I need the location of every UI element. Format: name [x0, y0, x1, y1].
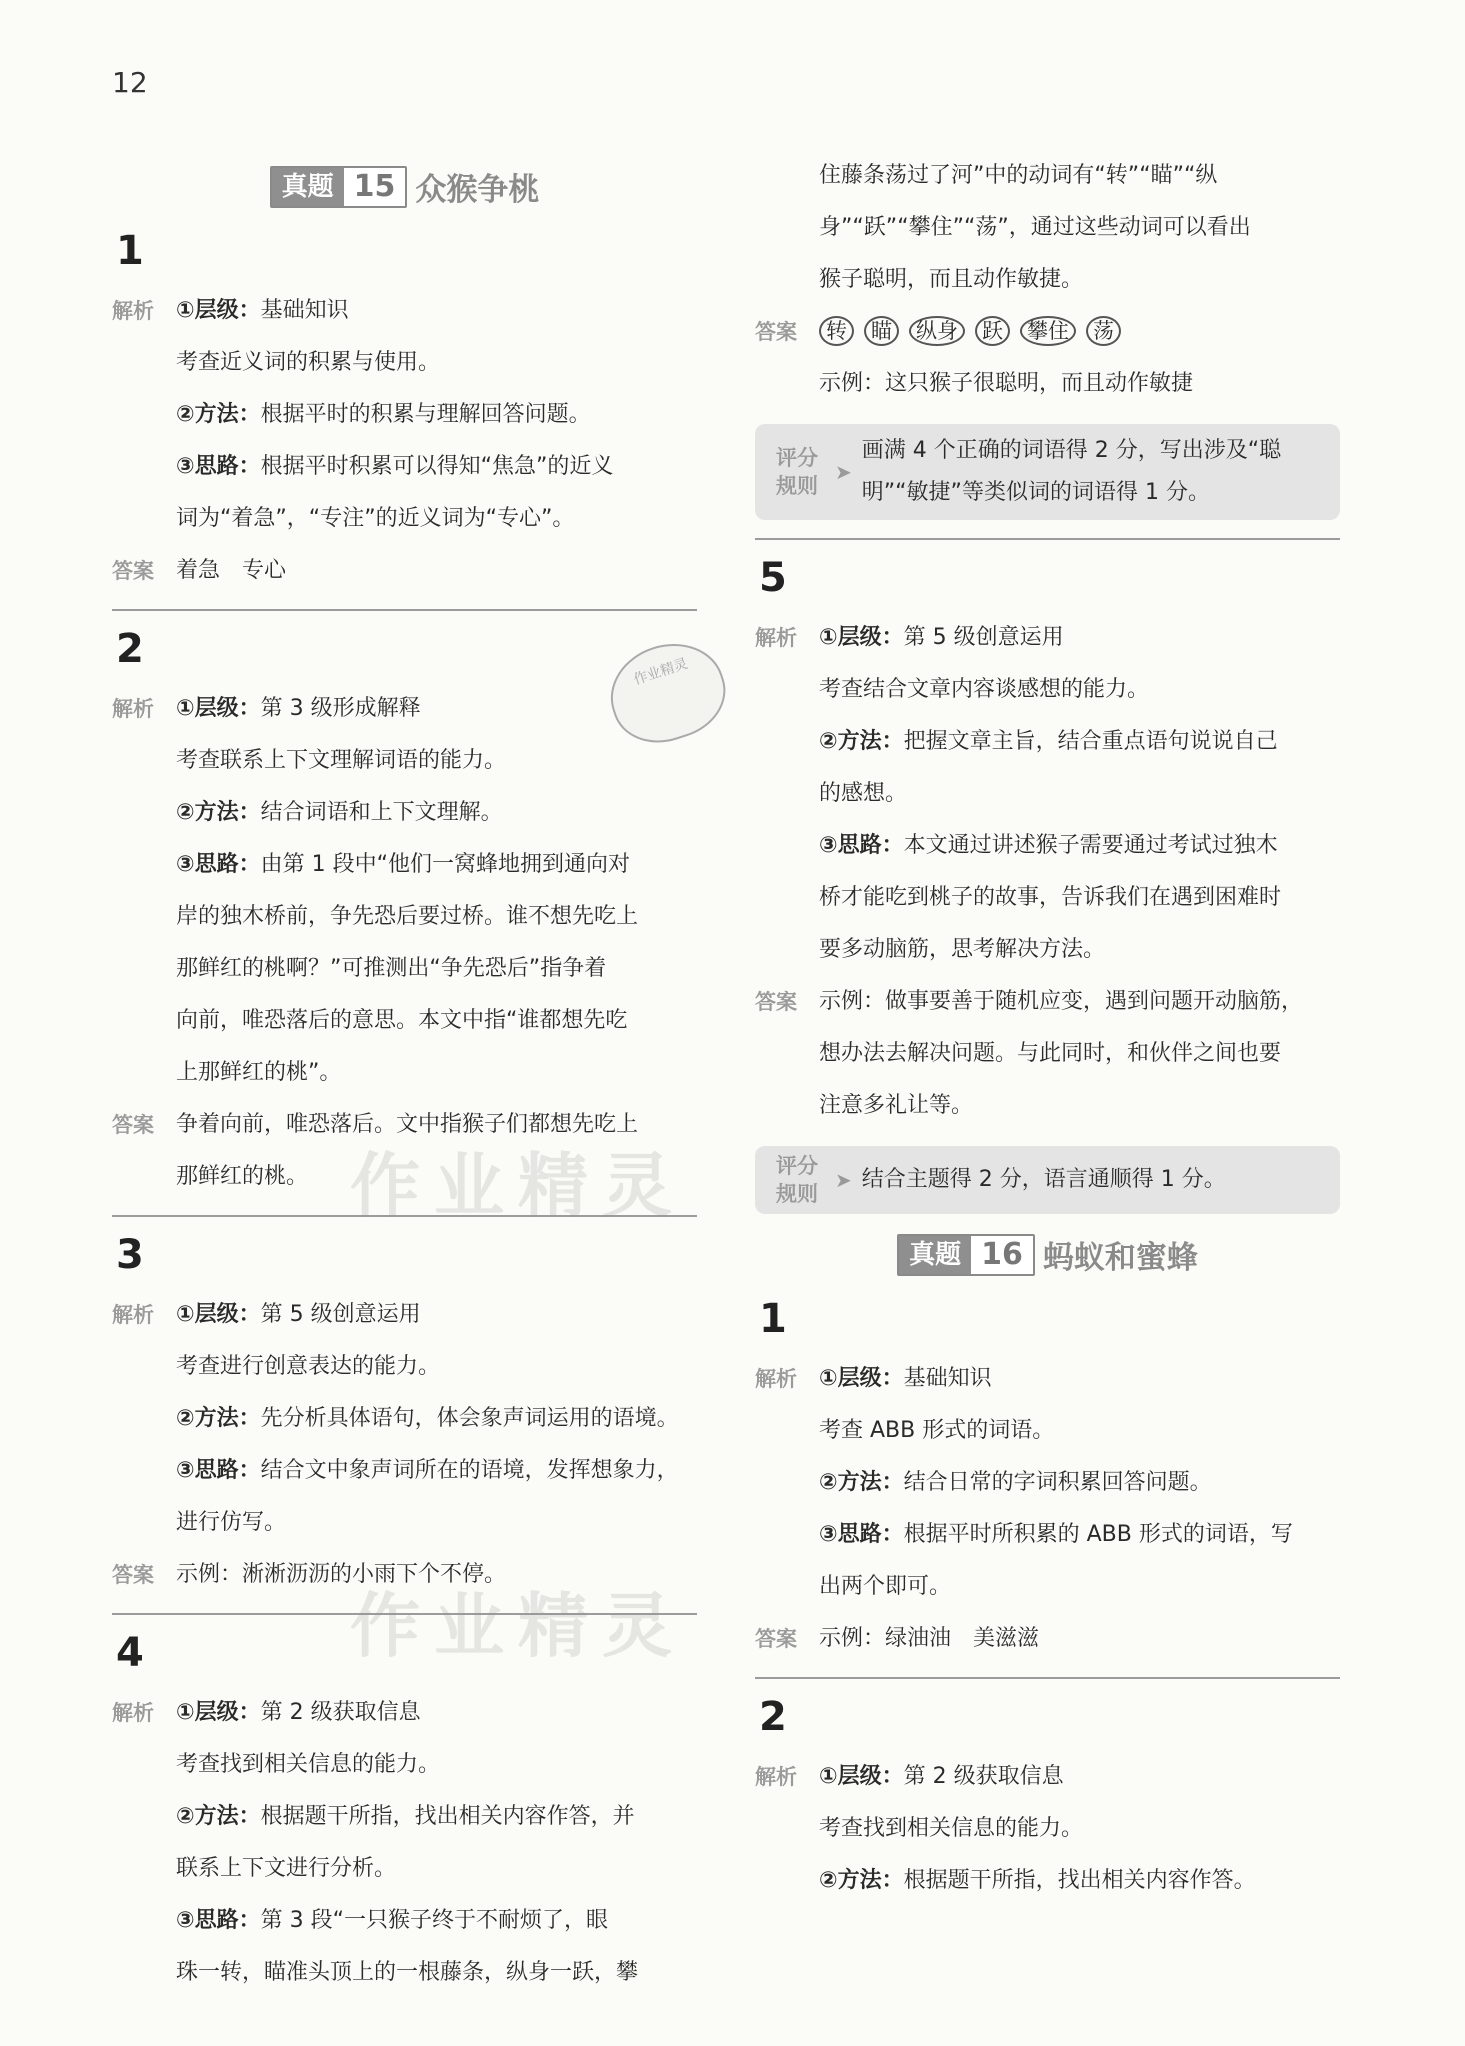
question-number: 1	[116, 228, 144, 274]
answer-label: 答案	[112, 1113, 154, 1137]
question-block: 3 解析 ①层级：第 5 级创意运用 考查进行创意表达的能力。 ②方法：先分析具体语句，体会象声词运用的语境。 ③思路：结合文中象声词所在的语境，发挥想象力， 进行仿写。 答案 示例：淅淅沥沥的小雨下个不停。	[112, 1231, 697, 1601]
analysis-label: 解析	[112, 697, 154, 721]
analysis-label: 解析	[112, 299, 154, 323]
page-number: 12	[112, 66, 148, 99]
left-column	[112, 160, 697, 1999]
section-name: 众猴争桃	[415, 172, 540, 208]
scoring-rule-label: 评分 规则	[776, 446, 818, 498]
question-number: 2	[759, 1694, 787, 1740]
divider	[112, 609, 697, 611]
question-block: 2 解析 ①层级：第 3 级形成解释 考查联系上下文理解词语的能力。 ②方法：结合词语和上下文理解。 ③思路：由第 1 段中“他们一窝蜂地拥到通向对 岸的独木桥前，争先恐后要过桥。谁不想先吃上 那鲜红的桃啊？”可推测出“争先恐后”指争着 向前，唯恐落后的意思。本文中指“谁都想先吃 上那鲜红的桃”。 答案 争着向前，唯恐落后。文中指猴子们都想先吃上 那鲜红的桃。	[112, 625, 697, 1203]
question-number: 2	[116, 626, 144, 672]
analysis-label: 解析	[755, 626, 797, 650]
analysis-label: 解析	[112, 1303, 154, 1327]
scoring-rule-box: 评分 规则 ➤ 画满 4 个正确的词语得 2 分，写出涉及“聪 明”“敏捷”等类似词的词语得 1 分。	[755, 424, 1340, 520]
text-line: 词为“着急”，“专注”的近义词为“专心”。	[176, 506, 575, 531]
answer-text: 着急 专心	[176, 558, 287, 583]
answer-label: 答案	[755, 320, 797, 344]
question-number: 1	[759, 1296, 787, 1342]
question-number: 3	[116, 1232, 144, 1278]
arrow-right-icon: ➤	[835, 1168, 852, 1192]
question-block	[112, 227, 697, 597]
answer-label: 答案	[112, 1563, 154, 1587]
section-tag: 真题	[272, 167, 344, 207]
stamp-logo: 作业精灵	[598, 630, 737, 756]
analysis-label: 解析	[112, 1701, 154, 1725]
right-column: 住藤条荡过了河”中的动词有“转”“瞄”“纵 身”“跃”“攀住”“荡”，通过这些动词可以看出 猴子聪明，而且动作敏捷。 答案 转 瞄 纵身 跃 攀住 荡 示例：这只猴子很聪明，而且动作敏捷 评分 规则 ➤ 画满 4 个正确的词语得 2 分，写出涉及“聪 明”“敏捷”等类似词的词语得 1 分。 5 解析 ①层级：第 5 级创意运用 考查结合文章内容谈感想的能力。 ②方法：把握文章主旨，结合重点语句说说自己 的感想。 ③思路：本文通过讲述猴子需要通过考试过独木 桥才能吃到桃子的故事，告诉我们在遇到困难时 要多动脑筋，思考解决方法。 答案 示例：做事要善于随机应变，遇到问题开动脑筋， 想办法去解决问题。与此同时，和伙伴之间也要 注意多礼让等。 评分 规则 ➤ 结合主题得 2 分，语言通顺得 1 分。 真题 16 蚂蚁和蜜蜂 1 解析 ①层级：基础知识 考查 ABB 形式的词语。 ②方法：结合日常的字词积累回答问题。 ③思路：根据平时所积累的 ABB 形式的词语，写 出两个即可。 答案 示例：绿油油 美滋滋 2 解析 ①层级：第 2 级获取信息 考查找到相关信息的能力。 ②方法：根据题干所指，找出相关内容作答。	[755, 150, 1340, 1907]
circled-word: 跃	[975, 316, 1010, 346]
analysis-label: 解析	[755, 1765, 797, 1789]
divider	[755, 1677, 1340, 1679]
circled-words	[819, 306, 1340, 358]
watermark: 作业精灵	[350, 1585, 686, 1667]
text-line: ③思路：根据平时积累可以得知“焦急”的近义	[176, 454, 614, 479]
question-number: 5	[759, 555, 787, 601]
question-block: 2 解析 ①层级：第 2 级获取信息 考查找到相关信息的能力。 ②方法：根据题干所指，找出相关内容作答。	[755, 1693, 1340, 1907]
question-number: 4	[116, 1630, 144, 1676]
text-line: 考查近义词的积累与使用。	[176, 350, 441, 375]
circled-word: 纵身	[909, 316, 965, 346]
scoring-rule-box: 评分 规则 ➤ 结合主题得 2 分，语言通顺得 1 分。	[755, 1146, 1340, 1214]
scoring-rule-label: 评分 规则	[776, 1154, 818, 1206]
analysis-label: 解析	[755, 1367, 797, 1391]
circled-word: 荡	[1086, 316, 1121, 346]
text-line: ①层级：基础知识	[176, 298, 349, 323]
text-line: ②方法：根据平时的积累与理解回答问题。	[176, 402, 591, 427]
circled-word: 转	[819, 316, 854, 346]
answer-label: 答案	[112, 559, 154, 583]
question-block: 4 解析 ①层级：第 2 级获取信息 考查找到相关信息的能力。 ②方法：根据题干所指，找出相关内容作答，并 联系上下文进行分析。 ③思路：第 3 段“一只猴子终于不耐烦了，眼 珠一转，瞄准头顶上的一根藤条，纵身一跃，攀	[112, 1629, 697, 1999]
section-title-16: 真题 16 蚂蚁和蜜蜂	[755, 1232, 1340, 1277]
answer-label: 答案	[755, 1627, 797, 1651]
section-title-15	[112, 164, 697, 209]
question-block: 5 解析 ①层级：第 5 级创意运用 考查结合文章内容谈感想的能力。 ②方法：把握文章主旨，结合重点语句说说自己 的感想。 ③思路：本文通过讲述猴子需要通过考试过独木 桥才能吃到桃子的故事，告诉我们在遇到困难时 要多动脑筋，思考解决方法。 答案 示例：做事要善于随机应变，遇到问题开动脑筋， 想办法去解决问题。与此同时，和伙伴之间也要 注意多礼让等。 评分 规则 ➤ 结合主题得 2 分，语言通顺得 1 分。	[755, 554, 1340, 1214]
circled-word: 瞄	[864, 316, 899, 346]
question-block: 1 解析 ①层级：基础知识 考查 ABB 形式的词语。 ②方法：结合日常的字词积累回答问题。 ③思路：根据平时所积累的 ABB 形式的词语，写 出两个即可。 答案 示例：绿油油 美滋滋	[755, 1295, 1340, 1665]
watermark: 作业精灵	[350, 1145, 686, 1227]
divider	[755, 538, 1340, 540]
circled-word: 攀住	[1020, 316, 1076, 346]
arrow-right-icon: ➤	[835, 460, 852, 484]
section-number: 15	[344, 167, 406, 207]
answer-label: 答案	[755, 990, 797, 1014]
